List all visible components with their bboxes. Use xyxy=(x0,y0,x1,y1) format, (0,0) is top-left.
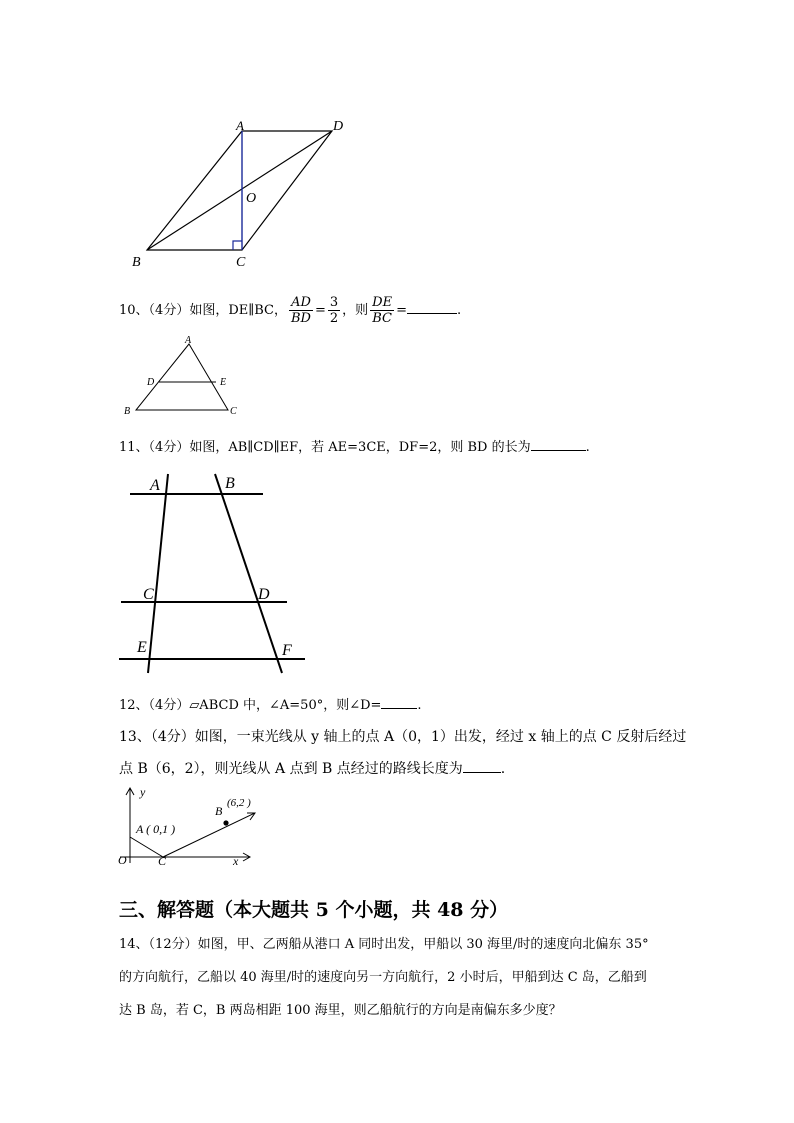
label-A: A xyxy=(236,118,244,133)
question-14-line2 xyxy=(119,966,647,985)
label-B-coord: (6,2 ) xyxy=(227,797,251,809)
q12-text: 12、（4分）▱ABCD 中，∠A=50°，则∠D= xyxy=(119,698,382,713)
coordinate-figure xyxy=(115,783,280,875)
question-14-line1 xyxy=(119,933,649,952)
label-B: B xyxy=(225,475,235,492)
frac-den: BD xyxy=(290,311,311,326)
q10-mid: ，则 xyxy=(342,303,369,318)
label-C: C xyxy=(230,406,237,417)
label-A: A xyxy=(185,335,192,346)
section-heading xyxy=(119,895,508,922)
question-12 xyxy=(119,694,422,716)
label-F: F xyxy=(282,642,292,659)
q13-line1: 13、（4分）如图，一束光线从 y 轴上的点 A（0，1）出发，经过 x 轴上的点 C 反射后经过 xyxy=(119,729,687,745)
label-O: O xyxy=(118,853,127,867)
label-C: C xyxy=(143,586,154,603)
fraction-de-bc xyxy=(370,295,394,326)
label-B: B xyxy=(124,406,131,417)
label-B: B xyxy=(215,804,223,818)
q14-line2: 的方向航行，乙船以 40 海里/时的速度向另一方向航行，2 小时后，甲船到达 C 岛，乙船到 xyxy=(119,970,647,985)
label-B: B xyxy=(132,255,141,270)
question-13-line2 xyxy=(119,758,505,779)
q11-text: 11、（4分）如图，AB∥CD∥EF，若 AE=3CE，DF=2，则 BD 的长为 xyxy=(119,440,531,455)
question-14-line3 xyxy=(119,999,562,1018)
frac-den: 2 xyxy=(329,311,339,326)
label-A: A xyxy=(150,477,160,494)
q13-line2: 点 B（6，2），则光线从 A 点到 B 点经过的路线长度为 xyxy=(119,761,463,777)
label-A-point: A ( 0,1 ) xyxy=(136,822,176,836)
parallelogram-figure xyxy=(120,110,360,275)
q14-line3: 达 B 岛，若 C，B 两岛相距 100 海里，则乙船航行的方向是南偏东多少度？ xyxy=(119,1003,562,1018)
label-O: O xyxy=(246,191,257,206)
answer-blank[interactable] xyxy=(531,436,586,451)
frac-den: BC xyxy=(372,311,392,326)
label-E: E xyxy=(220,377,227,388)
answer-blank[interactable] xyxy=(381,694,417,709)
label-D: D xyxy=(147,377,155,388)
label-E: E xyxy=(137,639,147,656)
q10-prefix: 10、（4分）如图，DE∥BC， xyxy=(119,303,287,318)
answer-blank[interactable] xyxy=(463,758,501,773)
label-C: C xyxy=(236,255,246,270)
period: . xyxy=(500,761,506,777)
question-10 xyxy=(119,295,461,326)
fraction-ad-bd xyxy=(289,295,313,326)
label-D: D xyxy=(333,119,344,134)
answer-blank[interactable] xyxy=(407,299,457,314)
frac-num: DE xyxy=(372,295,393,310)
point-B-dot xyxy=(223,820,228,825)
equals: = xyxy=(314,303,326,318)
label-C: C xyxy=(158,854,167,868)
frac-num: AD xyxy=(291,295,311,310)
question-11 xyxy=(119,436,590,458)
label-x: x xyxy=(233,854,239,868)
equals: = xyxy=(396,303,407,318)
frac-num: 3 xyxy=(329,295,339,310)
period: . xyxy=(585,440,590,455)
label-y: y xyxy=(140,785,146,799)
parallel-lines-figure xyxy=(115,468,310,678)
label-D: D xyxy=(258,586,270,603)
period: . xyxy=(457,303,462,318)
period: . xyxy=(417,698,422,713)
section3-title: 三、解答题（本大题共 5 个小题，共 48 分） xyxy=(119,899,509,921)
q14-line1: 14、（12分）如图，甲、乙两船从港口 A 同时出发，甲船以 30 海里/时的速度向北偏东 35° xyxy=(119,937,649,952)
triangle-figure xyxy=(118,332,248,422)
question-13-line1 xyxy=(119,727,686,747)
fraction-3-2 xyxy=(328,295,340,326)
